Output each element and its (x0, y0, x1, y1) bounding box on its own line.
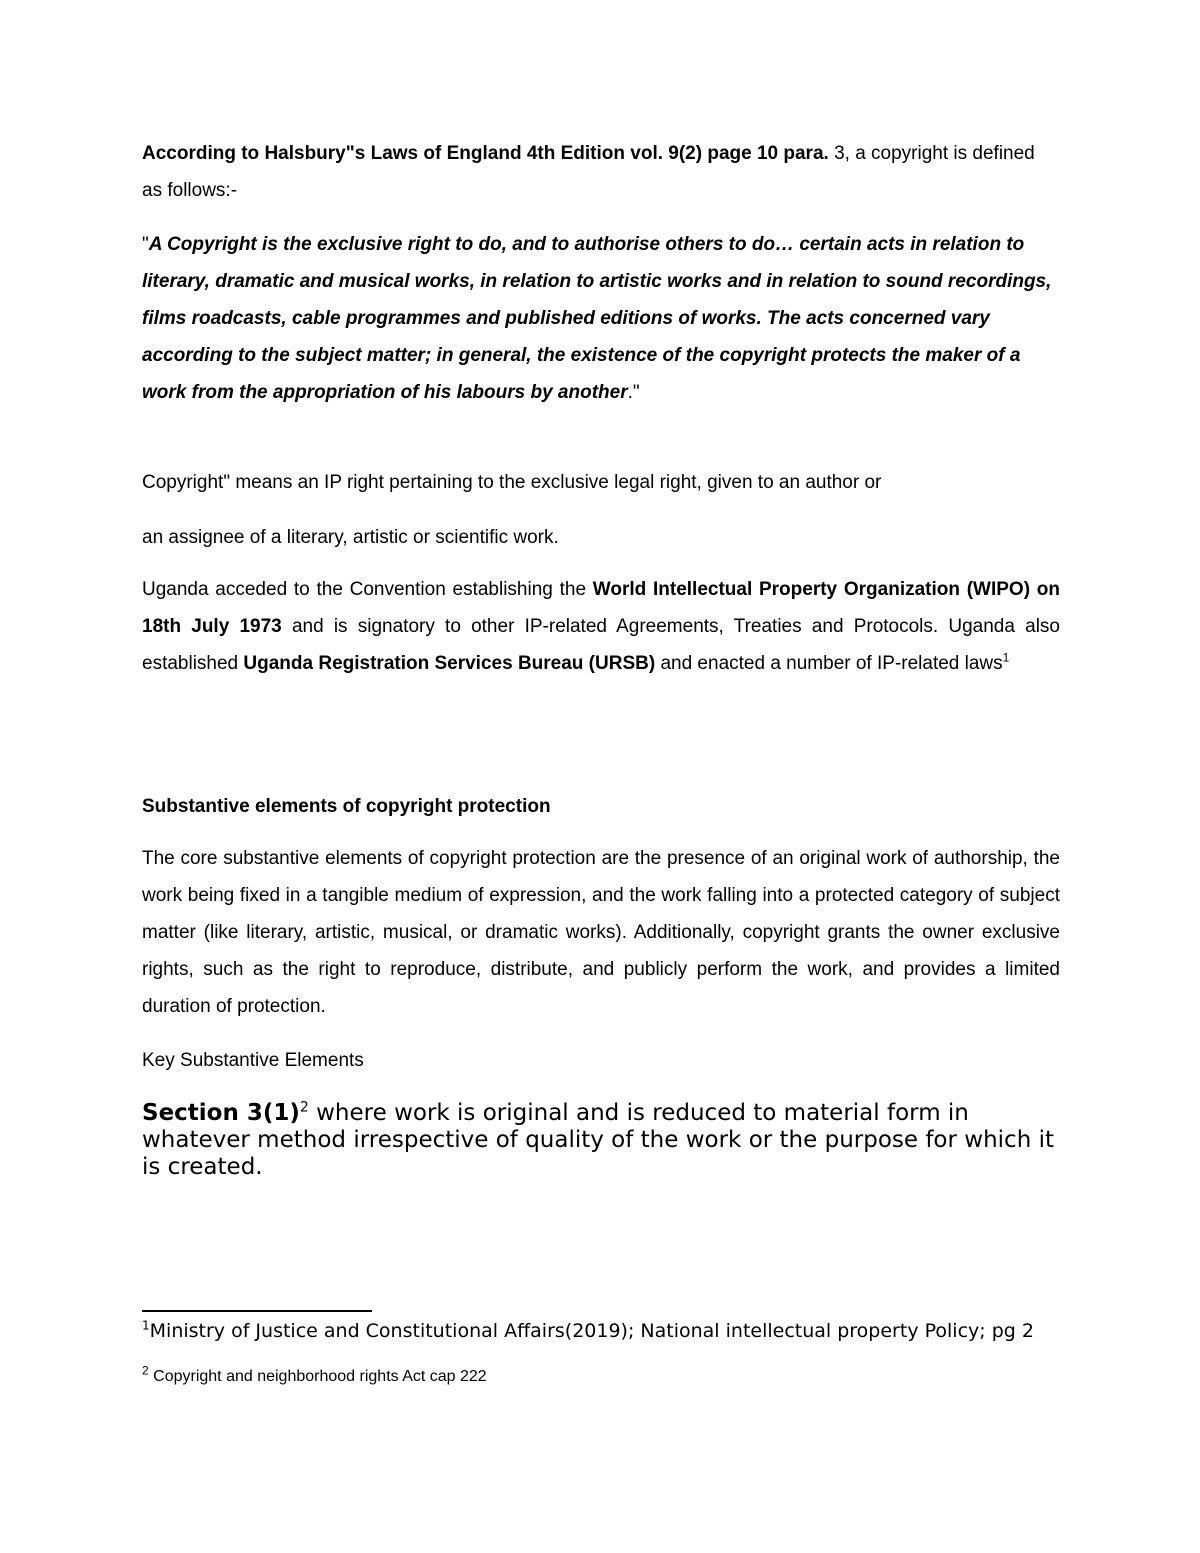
footnote-1: $^1$Ministry of Justice and Constitutional Affairs(2019); National intellectual property Policy; pg 2 (142, 1318, 1034, 1342)
uganda-paragraph: Uganda acceded to the Convention establishing the World Intellectual Property Organization (WIPO) on 18th July 1973 and is signatory to other IP-related Agreements, Treaties and Protocols. Uganda also established Uganda Registration Services Bureau (URSB) and enacted a number of IP-related laws$^1$ (142, 579, 1060, 674)
section-3-1-paragraph: Section $3(1)^2$ where work is original and is reduced to material form in whatever method irrespective of quality of the work or the purpose for which it is created. (142, 1099, 1054, 1180)
copyright-definition-quote: "A Copyright is the exclusive right to do, and to authorise others to do… certain acts in relation to literary, dramatic and musical works, in relation to artistic works and in relation to sound recordings, films roadcasts, cable programmes and published editions of works. The acts concerned vary according to the subject matter; in general, the existence of the copyright protects the maker of a work from the appropriation of his labours by another." (142, 234, 1052, 403)
footnote-2: $^2$ Copyright and neighborhood rights Act cap 222 (142, 1363, 487, 1385)
copyright-meaning-line2: an assignee of a literary, artistic or scientific work. (142, 527, 559, 548)
footnote-ref-2[interactable]: 2 (299, 1099, 309, 1116)
core-elements-paragraph: The core substantive elements of copyright protection are the presence of an original work of authorship, the work being fixed in a tangible medium of expression, and the work falling into a protected category of subject matter (like literary, artistic, musical, or dramatic works). Additionally, copyright grants the owner exclusive rights, such as the right to reproduce, distribute, and publicly perform the work, and provides a limited duration of protection. (142, 848, 1060, 1017)
ursb-reference: Uganda Registration Services Bureau (URSB) (243, 653, 656, 674)
intro-text: 3, a copyright is defined as follows:- (142, 143, 1035, 201)
footnote-separator (142, 1310, 372, 1312)
key-elements-label: Key Substantive Elements (142, 1050, 364, 1071)
section-heading: Substantive elements of copyright protection (142, 796, 551, 817)
footnote-ref-1[interactable]: 1 (1002, 650, 1010, 665)
quote-body: A Copyright is the exclusive right to do, and to authorise others to do… certain acts in relation to literary, dramatic and musical works, in relation to artistic works and in relation to sound recordings, films roadcasts, cable programmes and published editions of works. The acts concerned vary according to the subject matter; in general, the existence of the copyright protects the maker of a work from the appropriation of his labours by another (142, 234, 1052, 403)
intro-paragraph (142, 135, 1060, 209)
section-label: Section 3(1) (142, 1100, 300, 1126)
halsbury-reference: According to Halsbury"s Laws of England 4th Edition vol. 9(2) page 10 para. (142, 143, 829, 164)
wipo-reference: World Intellectual Property Organization (WIPO) on 18th July 1973 (142, 579, 1060, 637)
copyright-meaning-line1: Copyright" means an IP right pertaining to the exclusive legal right, given to an author or (142, 472, 882, 493)
